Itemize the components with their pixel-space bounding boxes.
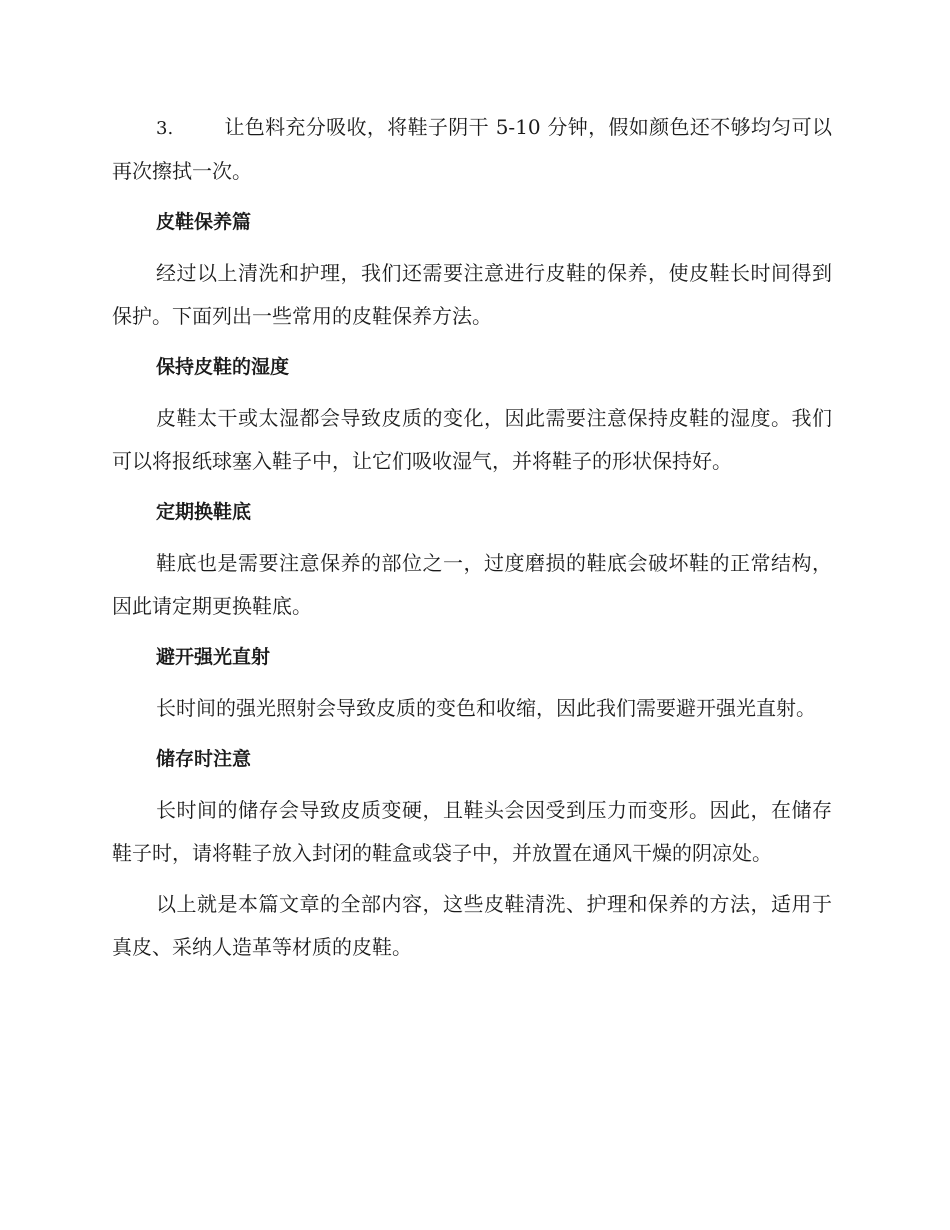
list-item-3	[112, 106, 832, 193]
section-body-humidity: 皮鞋太干或太湿都会导致皮质的变化，因此需要注意保持皮鞋的湿度。我们可以将报纸球塞入鞋子中，让它们吸收湿气，并将鞋子的形状保持好。	[112, 406, 832, 473]
section-heading-storage: 储存时注意	[156, 748, 252, 770]
section-body-sunlight: 长时间的强光照射会导致皮质的变色和收缩，因此我们需要避开强光直射。	[156, 696, 816, 720]
list-item-number: 3.	[156, 118, 174, 139]
document-body	[112, 106, 832, 977]
list-item-text: 让色料充分吸收，将鞋子阴干 5-10 分钟，假如颜色还不够均匀可以再次擦拭一次。	[112, 115, 832, 183]
section-heading-humidity: 保持皮鞋的湿度	[156, 356, 290, 378]
conclusion-paragraph: 以上就是本篇文章的全部内容，这些皮鞋清洗、护理和保养的方法，适用于真皮、采纳人造革等材质的皮鞋。	[112, 892, 832, 959]
section-heading-sunlight: 避开强光直射	[156, 646, 271, 668]
section-body-sole: 鞋底也是需要注意保养的部位之一，过度磨损的鞋底会破坏鞋的正常结构，因此请定期更换鞋底。	[112, 551, 832, 618]
section-body-care: 经过以上清洗和护理，我们还需要注意进行皮鞋的保养，使皮鞋长时间得到保护。下面列出一些常用的皮鞋保养方法。	[112, 261, 832, 328]
section-heading-sole: 定期换鞋底	[156, 501, 252, 523]
section-heading-care: 皮鞋保养篇	[156, 211, 252, 233]
section-body-storage: 长时间的储存会导致皮质变硬，且鞋头会因受到压力而变形。因此，在储存鞋子时，请将鞋子放入封闭的鞋盒或袋子中，并放置在通风干燥的阴凉处。	[112, 798, 832, 865]
